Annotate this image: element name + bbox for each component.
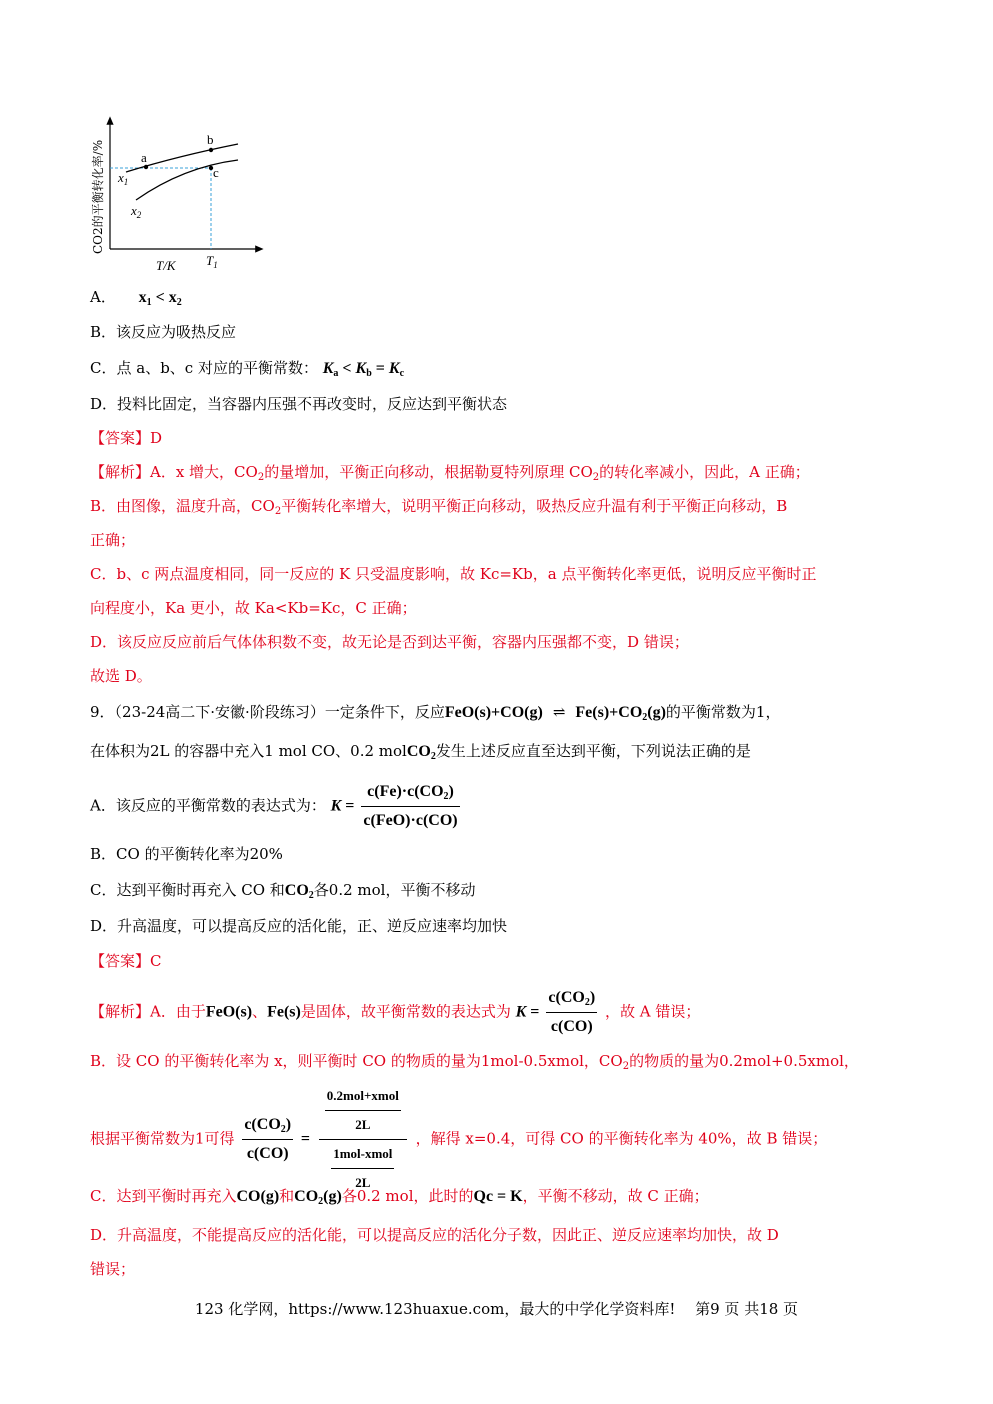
- q8-option-b: B．该反应为吸热反应: [90, 323, 237, 341]
- q9-option-c: C．达到平衡时再充入 CO 和$CO_2$各0.2 mol，平衡不移动: [90, 881, 476, 901]
- q8-explain-a: 【解析】A．x 增大，$CO_2$的量增加，平衡正向移动，根据勒夏特列原理 $CO_2$的转化率减小，因此，A 正确；: [90, 463, 810, 483]
- point-c-label: c: [213, 165, 219, 180]
- q8-option-c: C．点 a、b、c 对应的平衡常数： $K_a < K_b = K_c$: [90, 359, 405, 379]
- q9-explain-a: 【解析】A．由于FeO(s)、Fe(s)是固体，故平衡常数的表达式为 K = $\frac{c(CO_2)}{c(CO)}$ ，故 A 错误；: [90, 986, 700, 1039]
- q9-explain-c: C．达到平衡时再充入CO(g)和$CO_2(g)$各0.2 mol，此时的Qc = K，平衡不移动，故 C 正确；: [90, 1187, 709, 1207]
- q9-stem-cont: 在体积为2L 的容器中充入1 mol CO、0.2 molCO$_2$发生上述反应直至达到平衡，下列说法正确的是: [90, 742, 751, 762]
- q8-option-a: A． $x_1 < x_2$: [90, 288, 182, 308]
- q8-choose: 故选 D。: [90, 667, 152, 685]
- q8-explain-c-cont: 向程度小，Ka 更小，故 Ka<Kb=Kc，C 正确；: [90, 599, 417, 617]
- tick-T1-label: $T_1$: [206, 253, 218, 270]
- q8-explain-b-cont: 正确；: [90, 531, 136, 549]
- x-axis-label: T/K: [156, 258, 176, 273]
- point-b-dot: [209, 148, 213, 152]
- q9-stem: 9．（23-24高二下·安徽·阶段练习）一定条件下，反应FeO(s)+CO(g) ⇌ $Fe(s)+CO_2(g)$的平衡常数为1，: [90, 703, 781, 723]
- q9-explain-b-cont: 根据平衡常数为1可得 $\frac{c(CO_2)}{c(CO)}$ = $\frac{\frac{\text{0.2mol+xmol}}{2L}}{\frac{\text{1mol-xmol}}{2L}}$ ，解得 x=0.4，可得 CO 的平衡转化率为 40%，故 B 错误；: [90, 1082, 827, 1197]
- q8-option-d: D．投料比固定，当容器内压强不再改变时，反应达到平衡状态: [90, 395, 508, 413]
- q9-option-b: B．CO 的平衡转化率为20%: [90, 845, 283, 863]
- point-b-label: b: [207, 132, 214, 147]
- point-a-dot: [144, 165, 148, 169]
- curve-x2-label: $x_2$: [131, 203, 142, 220]
- q9-answer: 【答案】C: [90, 952, 162, 970]
- q8-explain-b: B．由图像，温度升高，$CO_2$平衡转化率增大，说明平衡正向移动，吸热反应升温有利于平衡正向移动，B: [90, 497, 788, 517]
- q8-explain-d: D．该反应反应前后气体体积数不变，故无论是否到达平衡，容器内压强都不变，D 错误；: [90, 633, 689, 651]
- conversion-chart: [88, 112, 268, 282]
- curve-x1-label: $x_1$: [118, 170, 129, 187]
- q9-explain-b: B．设 CO 的平衡转化率为 x，则平衡时 CO 的物质的量为1mol-0.5xmol，$CO_2$的物质的量为0.2mol+0.5xmol，: [90, 1052, 859, 1072]
- q8-answer: 【答案】D: [90, 429, 163, 447]
- q9-option-d: D．升高温度，可以提高反应的活化能，正、逆反应速率均加快: [90, 917, 508, 935]
- q9-explain-d-cont: 错误；: [90, 1260, 136, 1278]
- point-a-label: a: [141, 150, 147, 165]
- y-axis-label: CO2的平衡转化率/%: [91, 139, 105, 254]
- q9-explain-d: D．升高温度，不能提高反应的活化能，可以提高反应的活化分子数，因此正、逆反应速率均加快，故 D: [90, 1226, 779, 1244]
- curve-x2: [136, 160, 238, 200]
- q9-option-a: A．该反应的平衡常数的表达式为： K = $\frac{c(Fe)\cdot c(CO_2)}{\text{c(FeO)·c(CO)}}$: [90, 780, 463, 833]
- q8-explain-c: C．b、c 两点温度相同，同一反应的 K 只受温度影响，故 Kc=Kb，a 点平衡转化率更低，说明反应平衡时正: [90, 565, 817, 583]
- page-footer: 123 化学网，https://www.123huaxue.com，最大的中学化学资料库! 第9 页 共18 页: [194, 1300, 799, 1318]
